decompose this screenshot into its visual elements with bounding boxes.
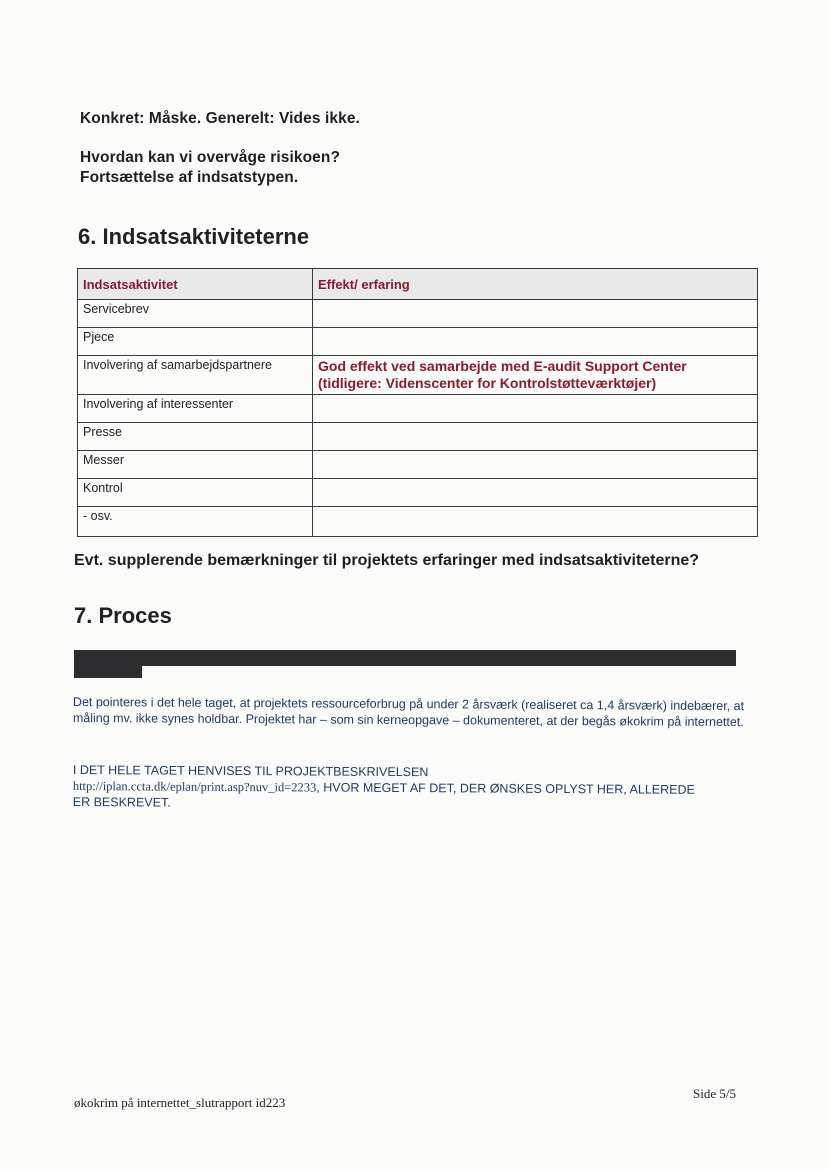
effect-cell <box>313 328 758 356</box>
activity-cell: - osv. <box>78 507 313 537</box>
effect-cell <box>313 451 758 479</box>
activities-table <box>77 268 758 537</box>
table-row <box>78 356 758 395</box>
reference-rest: , HVOR MEGET AF DET, DER ØNSKES OPLYST HER, ALLEREDE ER BESKREVET. <box>72 780 695 810</box>
table-row <box>78 479 758 507</box>
project-link[interactable]: http://iplan.ccta.dk/eplan/print.asp?nuv_id=2233 <box>72 778 317 795</box>
effect-cell: God effekt ved samarbejde med E-audit Support Center (tidligere: Videnscenter for Kontrolstøtteværktøjer) <box>313 356 758 395</box>
supplementary-remarks-question: Evt. supplerende bemærkninger til projektets erfaringer med indsatsaktiviteterne? <box>74 552 700 569</box>
header-effect: Effekt/ erfaring <box>313 269 758 300</box>
effect-cell <box>313 479 758 507</box>
fortsaettelse-line: Fortsættelse af indsatstypen. <box>80 169 299 186</box>
effect-cell <box>313 423 758 451</box>
effect-cell <box>313 507 758 537</box>
section-7-title: 7. Proces <box>74 603 172 628</box>
redaction-bar-tab <box>74 664 142 678</box>
reference-paragraph <box>73 762 713 814</box>
table-row <box>78 300 758 328</box>
effect-cell <box>313 300 758 328</box>
hvordan-question: Hvordan kan vi overvåge risikoen? <box>80 149 341 166</box>
table-row <box>78 395 758 423</box>
table-row <box>78 451 758 479</box>
table-row <box>78 328 758 356</box>
footer-page-number: Side 5/5 <box>693 1086 736 1101</box>
activity-cell: Messer <box>78 451 313 479</box>
activity-cell: Servicebrev <box>78 300 313 328</box>
section-6-title: 6. Indsatsaktiviteterne <box>78 224 310 249</box>
table-row <box>78 423 758 451</box>
activity-cell: Involvering af samarbejdspartnere <box>78 356 313 395</box>
table-row <box>78 507 758 537</box>
effect-cell <box>313 395 758 423</box>
process-paragraph: Det pointeres i det hele taget, at projektets ressourceforbrug på under 2 årsværk (realiseret ca 1,4 årsværk) indebærer, at måling mv. ikke synes holdbar. Projektet har – som sin kerneopgave – dokumenteret, at der begås økokrim på internettet. <box>72 695 745 730</box>
redaction-bar <box>74 650 736 666</box>
activity-cell: Kontrol <box>78 479 313 507</box>
konkret-line: Konkret: Måske. Generelt: Vides ikke. <box>80 110 360 127</box>
footer-document-name: økokrim på internettet_slutrapport id223 <box>74 1095 286 1110</box>
activity-cell: Presse <box>78 423 313 451</box>
table-header-row <box>78 269 758 300</box>
header-activity: Indsatsaktivitet <box>78 269 313 300</box>
activity-cell: Involvering af interessenter <box>78 395 313 423</box>
reference-heading: I DET HELE TAGET HENVISES TIL PROJEKTBESKRIVELSEN <box>72 763 429 780</box>
activity-cell: Pjece <box>78 328 313 356</box>
